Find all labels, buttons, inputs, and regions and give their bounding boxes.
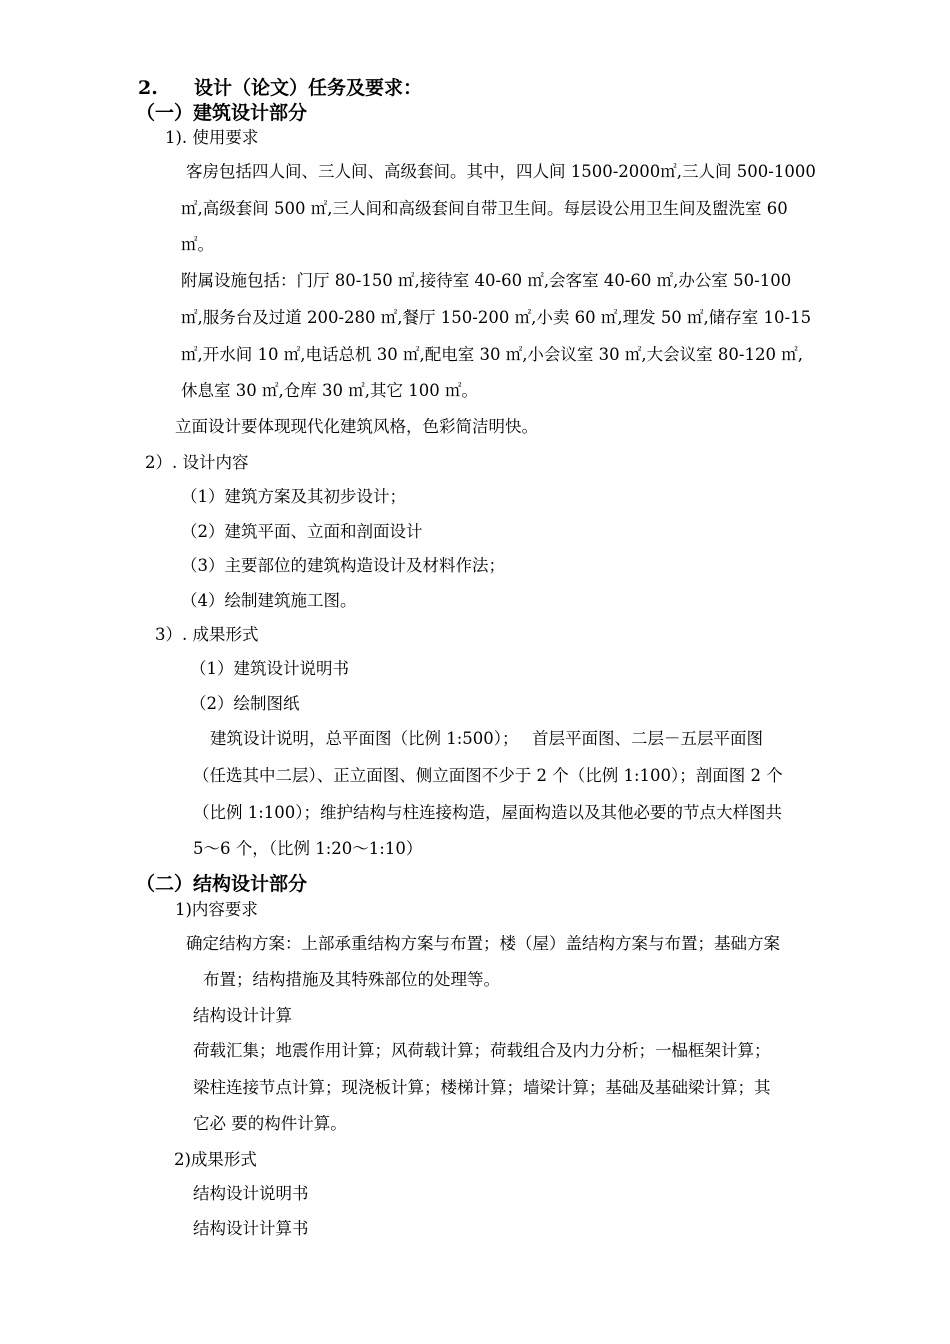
content-item: （1）建筑方案及其初步设计； xyxy=(181,487,406,506)
usage-line: ㎡。 xyxy=(181,235,214,254)
section-title-text: 设计（论文）任务及要求： xyxy=(194,77,423,99)
part2-results-item: 结构设计说明书 xyxy=(193,1184,309,1203)
content-item: （2）建筑平面、立面和剖面设计 xyxy=(181,522,423,541)
usage-line: ㎡,服务台及过道 200-280 ㎡,餐厅 150-200 ㎡,小卖 60 ㎡,理发 50 ㎡,储存室 10-15 xyxy=(181,308,812,327)
content-item: （4）绘制建筑施工图。 xyxy=(181,591,357,610)
section-number: 2. xyxy=(138,77,158,99)
drawings-line: （比例 1:100）；维护结构与柱连接构造，屋面构造以及其他必要的节点大样图共 xyxy=(193,803,783,822)
calc-line: 荷载汇集；地震作用计算；风荷载计算；荷载组合及内力分析；一榀框架计算； xyxy=(193,1041,771,1060)
calc-line: 它必 要的构件计算。 xyxy=(193,1114,347,1133)
section-title xyxy=(138,76,422,100)
results-item: （2）绘制图纸 xyxy=(190,694,300,713)
drawings-line: （任选其中二层）、正立面图、侧立面图不少于 2 个（比例 1:100）；剖面图 2 个 xyxy=(193,766,783,785)
usage-line: ㎡,高级套间 500 ㎡,三人间和高级套间自带卫生间。每层设公用卫生间及盥洗室 60 xyxy=(181,199,788,218)
scheme-line: 布置；结构措施及其特殊部位的处理等。 xyxy=(203,970,500,989)
usage-line: 休息室 30 ㎡,仓库 30 ㎡,其它 100 ㎡。 xyxy=(181,381,478,400)
usage-line: 附属设施包括：门厅 80-150 ㎡,接待室 40-60 ㎡,会客室 40-60 ㎡,办公室 50-100 xyxy=(181,271,792,290)
part2-results-heading: 2)成果形式 xyxy=(174,1150,257,1169)
usage-line: ㎡,开水间 10 ㎡,电话总机 30 ㎡,配电室 30 ㎡,小会议室 30 ㎡,大会议室 80-120 ㎡, xyxy=(181,345,803,364)
calc-heading: 结构设计计算 xyxy=(193,1006,292,1025)
drawings-line: 建筑设计说明，总平面图（比例 1:500）； 首层平面图、二层－五层平面图 xyxy=(210,729,764,748)
part2-results-item: 结构设计计算书 xyxy=(193,1219,309,1238)
part2-heading: （二）结构设计部分 xyxy=(136,873,308,895)
calc-line: 梁柱连接节点计算；现浇板计算；楼梯计算；墙梁计算；基础及基础梁计算；其 xyxy=(193,1078,771,1097)
content-item: （3）主要部位的建筑构造设计及材料作法； xyxy=(181,556,505,575)
content-heading: 2）. 设计内容 xyxy=(145,453,249,472)
part1-heading: （一）建筑设计部分 xyxy=(136,102,308,124)
usage-heading: 1). 使用要求 xyxy=(165,128,259,147)
facade-requirement: 立面设计要体现现代化建筑风格，色彩简洁明快。 xyxy=(175,417,538,436)
results-heading: 3）. 成果形式 xyxy=(155,625,259,644)
usage-line: 客房包括四人间、三人间、高级套间。其中，四人间 1500-2000㎡,三人间 500-1000 xyxy=(186,162,816,181)
scheme-line: 确定结构方案：上部承重结构方案与布置；楼（屋）盖结构方案与布置；基础方案 xyxy=(186,934,780,953)
requirements-heading: 1)内容要求 xyxy=(175,900,258,919)
drawings-line: 5～6 个，（比例 1:20～1:10） xyxy=(193,839,423,858)
results-item: （1）建筑设计说明书 xyxy=(190,659,349,678)
